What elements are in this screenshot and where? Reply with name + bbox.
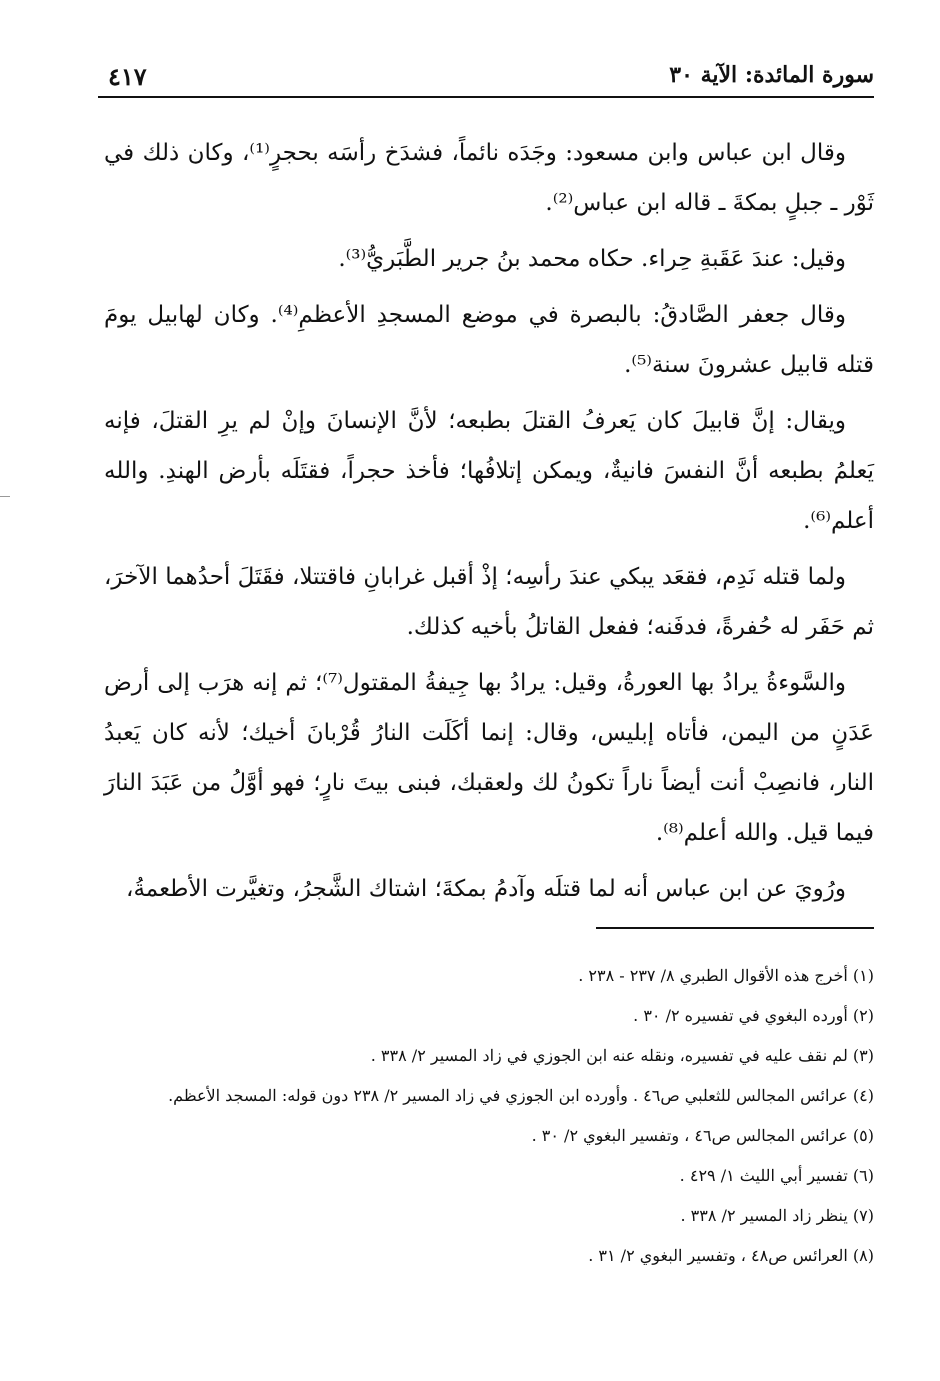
main-text xyxy=(104,128,874,920)
paragraph: ورُويَ عن ابن عباس أنه لما قتلَه وآدمُ بمكةَ؛ اشتاك الشَّجرُ، وتغيَّرت الأطعمةُ، xyxy=(126,876,846,902)
footnote-separator xyxy=(596,927,874,929)
paragraph: وقال جعفر الصَّادقُ: بالبصرة في موضع المسجدِ الأعظمِ⁽⁴⁾. وكان لهابيل يومَ قتله قابيل عشرونَ سنة⁽⁵⁾. xyxy=(104,302,874,378)
paragraph: ولما قتله نَدِم، فقعَد يبكي عندَ رأسِه؛ إذْ أقبل غرابانِ فاقتتلا، فقَتَلَ أحدُهما الآخرَ، ثم حَفَر له حُفرةً، فدفَنه؛ ففعل القاتلُ بأخيه كذلك. xyxy=(104,564,874,640)
margin-mark xyxy=(0,496,10,497)
running-title: سورة المائدة: الآية ٣٠ xyxy=(669,62,874,88)
paragraph: وقيل: عندَ عَقَبةِ حِراء. حكاه محمد بنُ جرير الطَّبَريُّ⁽³⁾. xyxy=(338,246,846,272)
footnote: (٨) العرائس ص٤٨ ، وتفسير البغوي ٢/ ٣١ . xyxy=(588,1246,874,1265)
footnote: (٣) لم نقف عليه في تفسيره، ونقله عنه ابن الجوزي في زاد المسير ٢/ ٣٣٨ . xyxy=(370,1046,874,1065)
footnote: (٢) أورده البغوي في تفسيره ٢/ ٣٠ . xyxy=(633,1006,874,1025)
paragraph: وقال ابن عباس وابن مسعود: وجَدَه نائماً، فشدَخ رأسَه بحجرٍ⁽¹⁾، وكان ذلك في ثَوْر ـ جبلٍ بمكةَ ـ قاله ابن عباس⁽²⁾. xyxy=(104,140,874,216)
footnote: (٥) عرائس المجالس ص٤٦ ، وتفسير البغوي ٢/ ٣٠ . xyxy=(531,1126,874,1145)
page-number: ٤١٧ xyxy=(108,62,147,91)
header-rule xyxy=(98,96,874,98)
paragraph: ويقال: إنَّ قابيلَ كان يَعرفُ القتلَ بطبعه؛ لأنَّ الإنسانَ وإنْ لم يرِ القتلَ، فإنه يَعلمُ بطبعه أنَّ النفسَ فانيةٌ، ويمكن إتلافُها؛ فأخذ حجراً، فقتَلَه بأرض الهندِ. والله أعلم⁽⁶⁾. xyxy=(104,408,874,534)
footnote: (٦) تفسير أبي الليث ١/ ٤٢٩ . xyxy=(679,1166,874,1185)
page-header xyxy=(98,58,874,98)
footnotes xyxy=(104,960,874,1280)
footnote: (٧) ينظر زاد المسير ٢/ ٣٣٨ . xyxy=(680,1206,874,1225)
footnote: (٤) عرائس المجالس للثعلبي ص٤٦ . وأورده ابن الجوزي في زاد المسير ٢/ ٢٣٨ دون قوله: المسجد الأعظم. xyxy=(168,1086,874,1105)
paragraph: والسَّوءةُ يرادُ بها العورةُ، وقيل: يرادُ بها جِيفةُ المقتول⁽⁷⁾؛ ثم إنه هرَب إلى أرض عَدَنٍ من اليمن، فأتاه إبليس، وقال: إنما أكَلَت النارُ قُرْبانَ أخيك؛ لأنه كان يَعبدُ النار، فانصِبْ أنت أيضاً ناراً تكونُ لك ولعقبك، فبنى بيتَ نارٍ؛ فهو أوَّلُ من عَبَدَ النارَ فيما قيل. والله أعلم⁽⁸⁾. xyxy=(104,670,874,846)
footnote: (١) أخرج هذه الأقوال الطبري ٨/ ٢٣٧ - ٢٣٨ . xyxy=(578,966,874,985)
